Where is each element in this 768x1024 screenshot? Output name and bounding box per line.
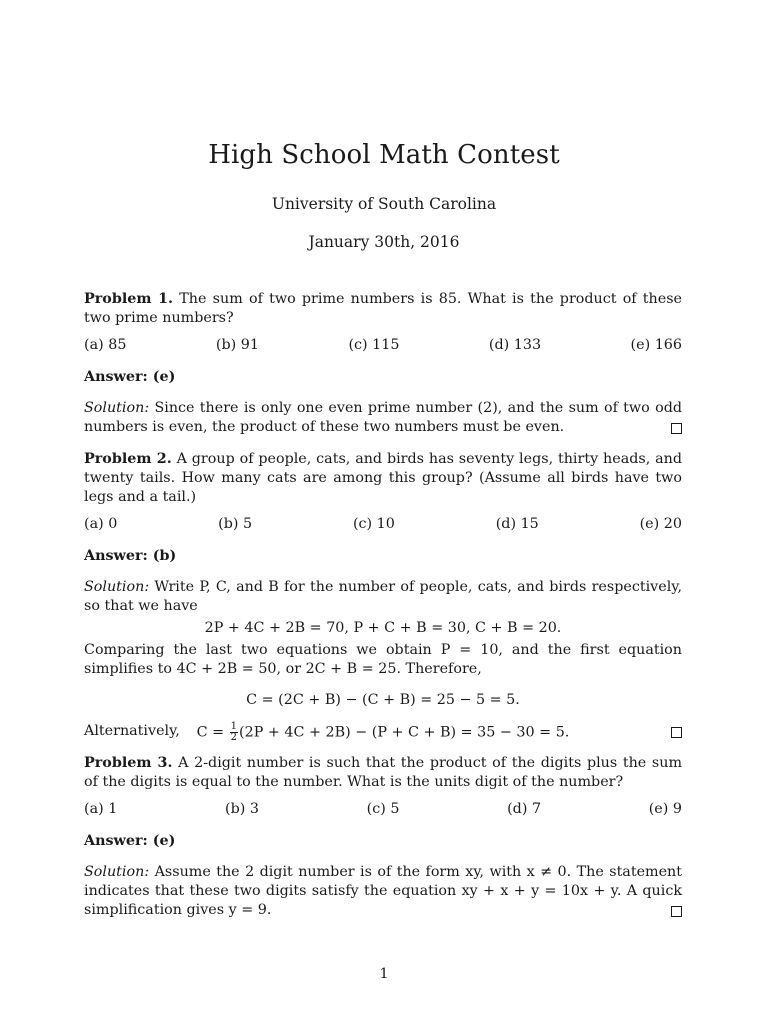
problem-label: Problem 2.: [84, 451, 172, 467]
choice-a: (a) 85: [84, 337, 127, 353]
answer-choices: [84, 800, 682, 819]
answer-choices: [84, 336, 682, 355]
choice-c: (c) 5: [366, 801, 400, 817]
choice-b: (b) 3: [225, 801, 259, 817]
problem-label: Problem 1.: [84, 291, 174, 307]
solution-label: Solution:: [84, 864, 150, 880]
solution: [84, 399, 682, 437]
contest-date: January 30th, 2016: [308, 233, 460, 251]
problem-2: [84, 450, 682, 741]
solution-label: Solution:: [84, 400, 150, 416]
problems-section: [84, 290, 682, 920]
alternative-solution: [84, 722, 682, 741]
problem-1: [84, 290, 682, 437]
equation-alternative: C = $\frac{1}{2}$ (2P + 4C + 2B) − (P + C + B) = 35 − 30 = 5.: [196, 721, 570, 743]
solution-continued: Comparing the last two equations we obtain P = 10, and the first equation simplifies to 4C + 2B = 50, or 2C + B = 25. Therefore,: [84, 642, 682, 677]
choice-d: (d) 15: [495, 516, 539, 532]
solution-text: Write P, C, and B for the number of people, cats, and birds respectively, so that we have: [84, 579, 682, 614]
problem-text: The sum of two prime numbers is 85. What is the product of these two prime numbers?: [84, 291, 683, 326]
choice-c: (c) 10: [352, 516, 395, 532]
problem-text: A group of people, cats, and birds has seventy legs, thirty heads, and twenty tails. How many cats are among this group? (Assume all birds have two legs and a tail.): [84, 451, 683, 505]
solution-text: Since there is only one even prime number (2), and the sum of two odd numbers is even, the product of these two numbers must be even.: [84, 400, 682, 435]
page-number: 1: [379, 966, 389, 982]
problem-3: [84, 754, 682, 920]
problem-label: Problem 3.: [84, 755, 173, 771]
qed-square-icon: [671, 423, 682, 434]
problem-text: A 2-digit number is such that the product of the digits plus the sum of the digits is equal to the number. What is the units digit of the number?: [84, 755, 683, 790]
choice-e: (e) 9: [648, 801, 682, 817]
solution-label: Solution:: [84, 579, 150, 595]
qed-square-icon: [671, 727, 682, 738]
answer-line: Answer: (b): [84, 548, 177, 564]
page-title: High School Math Contest: [208, 140, 560, 170]
choice-b: (b) 91: [215, 337, 259, 353]
alternative-label: Alternatively,: [84, 723, 180, 739]
choice-e: (e) 166: [630, 337, 682, 353]
choice-d: (d) 7: [507, 801, 542, 817]
solution: [84, 863, 682, 920]
equation-c: C = (2C + B) − (C + B) = 25 − 5 = 5.: [246, 692, 520, 708]
choice-b: (b) 5: [218, 516, 253, 532]
solution: [84, 578, 682, 616]
answer-choices: [84, 515, 682, 534]
choice-a: (a) 0: [84, 516, 118, 532]
answer-line: Answer: (e): [84, 369, 176, 385]
choice-c: (c) 115: [348, 337, 400, 353]
institution-name: University of South Carolina: [271, 195, 497, 213]
answer-line: Answer: (e): [84, 833, 176, 849]
choice-e: (e) 20: [639, 516, 682, 532]
qed-square-icon: [671, 906, 682, 917]
fraction-one-half: $\frac{1}{2}$: [230, 721, 238, 743]
choice-a: (a) 1: [84, 801, 118, 817]
solution-text: Assume the 2 digit number is of the form xy, with x ≠ 0. The statement indicates that these two digits satisfy the equation xy + x + y = 10x + y. A quick simplification gives y = 9.: [84, 864, 683, 918]
choice-d: (d) 133: [488, 337, 542, 353]
equation-system: 2P + 4C + 2B = 70, P + C + B = 30, C + B = 20.: [204, 620, 562, 636]
